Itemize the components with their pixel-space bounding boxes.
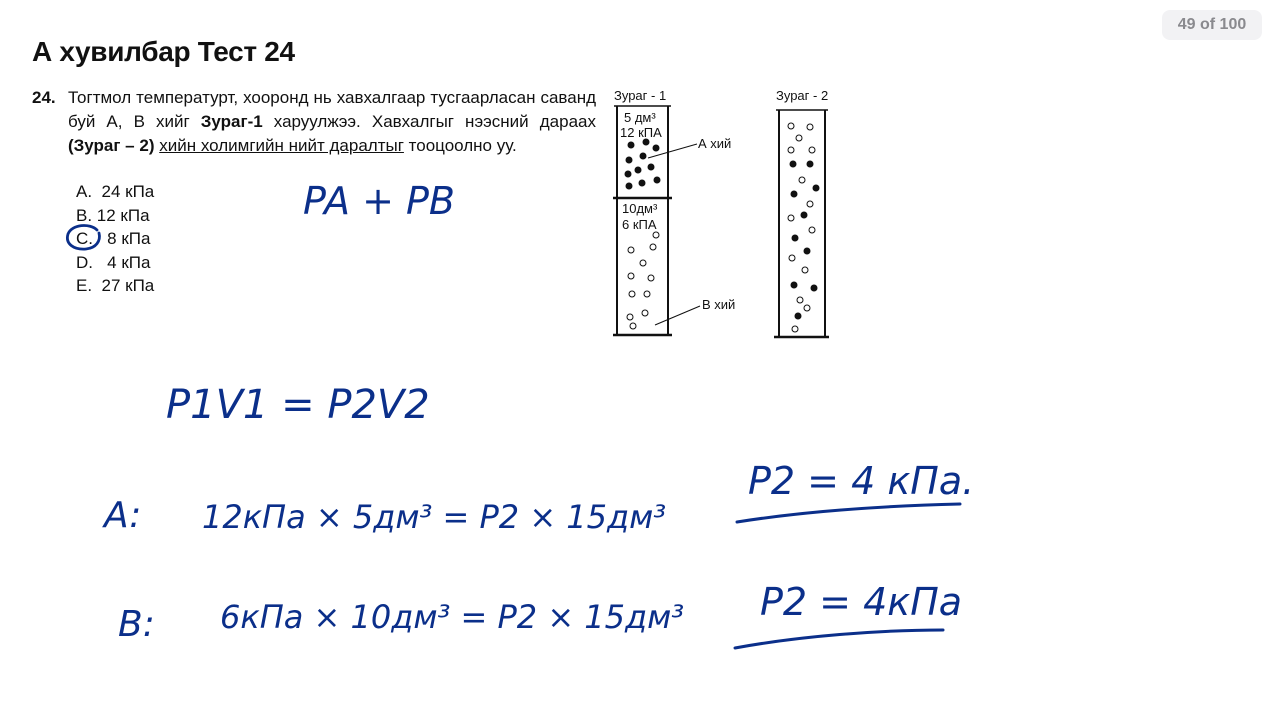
option-value: 8 кПа xyxy=(107,229,151,248)
option-value: 27 кПа xyxy=(101,276,155,295)
question-text-part: Тогтмол температурт, хооронд нь хавхалгаар тусгаарласан саванд буй А, В хийг xyxy=(68,88,596,131)
handwritten-boyle-law: P1V1 = P2V2 xyxy=(166,382,430,428)
figure1-bottom-pressure: 6 кПА xyxy=(622,217,657,232)
figure1-label: Зураг - 1 xyxy=(614,88,667,103)
page-counter: 49 of 100 xyxy=(1162,10,1262,40)
option-letter: A. xyxy=(76,182,93,201)
option-letter: C. xyxy=(76,229,93,248)
handwritten-b-expression: 6кПа × 10дм³ = P2 × 15дм³ xyxy=(220,598,685,636)
figure1-top-pressure: 12 кПА xyxy=(620,125,662,140)
handwritten-b-underline xyxy=(735,630,943,648)
handwritten-b-label: B: xyxy=(118,604,155,645)
question-underlined: хийн холимгийн нийт даралтыг xyxy=(159,136,404,155)
page-title: А хувилбар Тест 24 xyxy=(32,36,295,67)
option-value: 4 кПа xyxy=(107,252,151,272)
option-letter: E. xyxy=(76,276,93,295)
figure1-bottom-volume: 10дм³ xyxy=(622,201,658,216)
option-letter: B. xyxy=(76,205,93,225)
figure1-top-volume: 5 дм³ xyxy=(624,110,656,125)
question-text-part: тооцоолно уу. xyxy=(403,136,517,155)
figure2-label: Зураг - 2 xyxy=(776,88,829,103)
question-text-part: харуулжээ. Хавхалгыг нээсний дараах xyxy=(262,112,596,131)
handwritten-a-result: P2 = 4 кПа. xyxy=(748,459,975,503)
handwritten-partial-pressures: PA + PB xyxy=(303,179,455,223)
option-value: 24 кПа xyxy=(101,182,155,201)
question-bold-fig2: (Зураг – 2) xyxy=(68,136,155,155)
option-value: 12 кПа xyxy=(96,205,150,225)
question-bold-fig1: Зураг-1 xyxy=(200,112,263,131)
question-number: 24. xyxy=(32,88,56,107)
handwritten-a-expression: 12кПа × 5дм³ = P2 × 15дм³ xyxy=(202,498,667,536)
selection-circle xyxy=(67,225,99,249)
handwritten-a-label: A: xyxy=(104,495,142,536)
gas-a-label: А хий xyxy=(698,136,732,151)
handwritten-a-underline xyxy=(737,504,960,522)
option-letter: D. xyxy=(76,252,93,272)
gas-b-label: В хий xyxy=(702,297,736,312)
handwritten-b-result: P2 = 4кПа xyxy=(760,580,963,624)
